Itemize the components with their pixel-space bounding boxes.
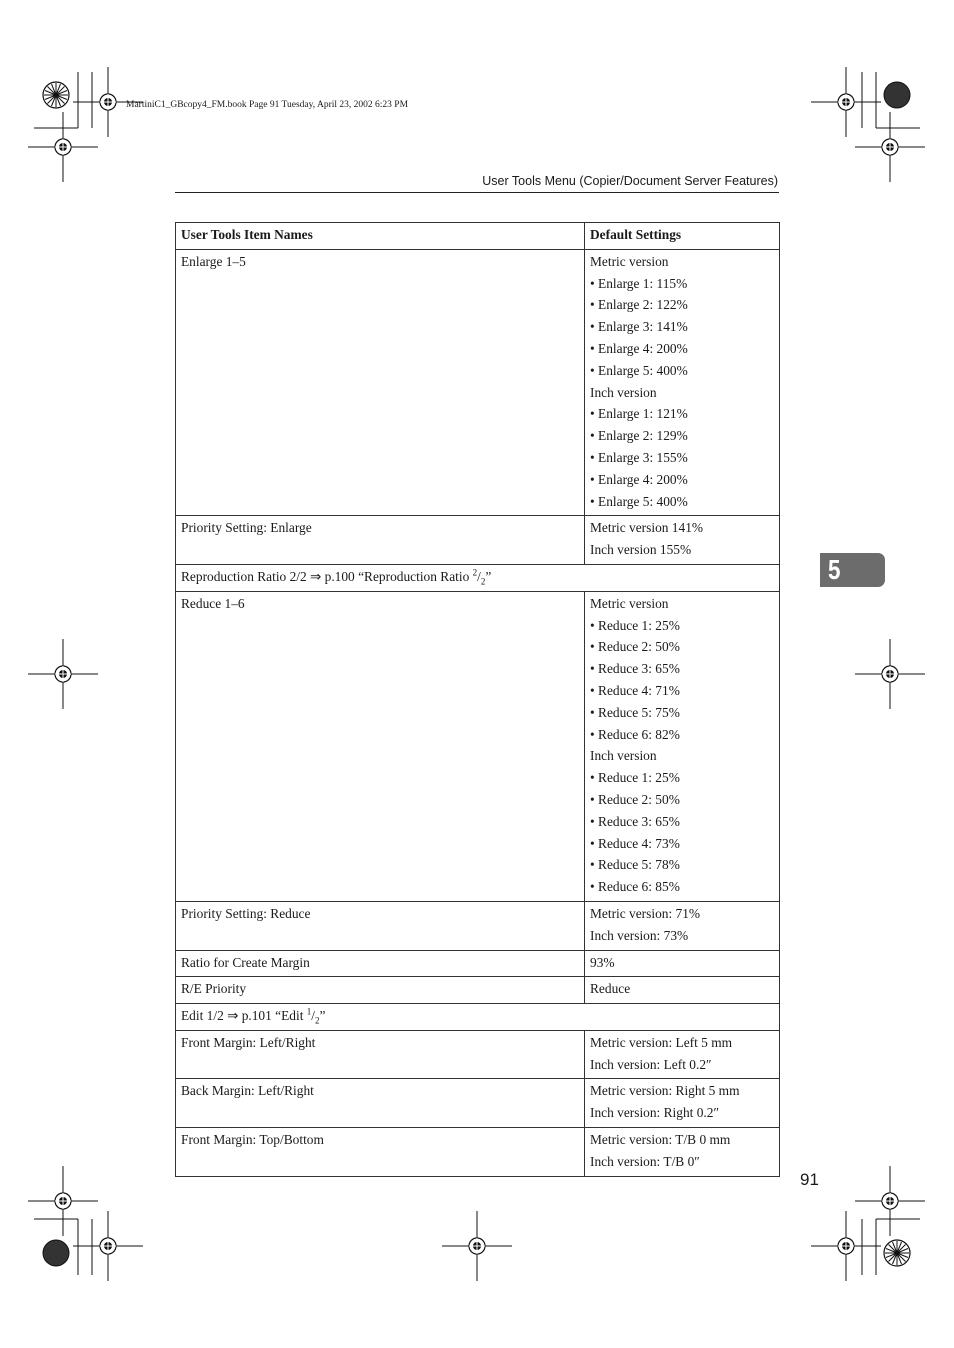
default-setting bbox=[585, 249, 780, 516]
default-setting: Reduce bbox=[585, 977, 780, 1004]
chapter-tab bbox=[820, 553, 885, 587]
setting-line: Metric version: T/B 0 mm bbox=[590, 1132, 731, 1148]
setting-line: • Enlarge 4: 200% bbox=[590, 471, 688, 487]
xref-close-quote: ” bbox=[485, 568, 492, 584]
default-setting bbox=[585, 901, 780, 950]
fraction-denominator: 2 bbox=[480, 576, 486, 587]
setting-line: • Reduce 2: 50% bbox=[590, 639, 680, 655]
setting-line: • Enlarge 1: 121% bbox=[590, 406, 688, 422]
setting-line: • Reduce 5: 78% bbox=[590, 857, 680, 873]
page-number: 91 bbox=[800, 1170, 819, 1189]
setting-line: • Reduce 6: 82% bbox=[590, 726, 680, 742]
setting-line: • Reduce 4: 73% bbox=[590, 835, 680, 851]
setting-line: • Enlarge 5: 400% bbox=[590, 362, 688, 378]
setting-line: • Reduce 1: 25% bbox=[590, 617, 680, 633]
setting-line: • Reduce 4: 71% bbox=[590, 682, 680, 698]
table-section-row bbox=[176, 1004, 780, 1031]
fraction-numerator: 1 bbox=[306, 1006, 312, 1017]
setting-line: Inch version: T/B 0″ bbox=[590, 1153, 700, 1169]
xref-close-quote: ” bbox=[319, 1008, 326, 1024]
setting-line: Inch version: Left 0.2″ bbox=[590, 1056, 712, 1072]
fraction-denominator: 2 bbox=[315, 1015, 320, 1026]
table-row bbox=[176, 1128, 780, 1177]
setting-line: Metric version: Left 5 mm bbox=[590, 1034, 733, 1050]
table-row bbox=[176, 591, 780, 901]
table-row bbox=[176, 950, 780, 977]
fraction-numerator: 2 bbox=[472, 567, 478, 578]
setting-line: • Enlarge 3: 141% bbox=[590, 319, 688, 335]
table-header-row bbox=[176, 223, 780, 250]
setting-line: Metric version: Right 5 mm bbox=[590, 1083, 740, 1099]
default-setting: 93% bbox=[585, 950, 780, 977]
table-row bbox=[176, 516, 780, 565]
item-name: Enlarge 1–5 bbox=[176, 249, 585, 516]
printer-slug-line: MartiniC1_GBcopy4_FM.book Page 91 Tuesday, April 23, 2002 6:23 PM bbox=[126, 100, 409, 110]
setting-line: • Reduce 6: 85% bbox=[590, 879, 680, 895]
table-section-row bbox=[176, 564, 780, 591]
header-default-settings: Default Settings bbox=[585, 223, 780, 250]
setting-line: • Enlarge 2: 129% bbox=[590, 428, 688, 444]
item-name: R/E Priority bbox=[176, 977, 585, 1004]
item-name: Reduce 1–6 bbox=[176, 591, 585, 901]
item-name: Ratio for Create Margin bbox=[176, 950, 585, 977]
default-setting bbox=[585, 516, 780, 565]
default-setting bbox=[585, 1128, 780, 1177]
item-name: Back Margin: Left/Right bbox=[176, 1079, 585, 1128]
fraction-slash: / bbox=[477, 568, 481, 584]
table-row bbox=[176, 901, 780, 950]
setting-line: Metric version bbox=[590, 595, 669, 611]
item-name: Priority Setting: Enlarge bbox=[176, 516, 585, 565]
xref-text: Edit 1/2 ⇒ p.101 “Edit bbox=[181, 1008, 307, 1024]
setting-line: Inch version: Right 0.2″ bbox=[590, 1105, 720, 1121]
setting-line: Inch version: 73% bbox=[590, 927, 689, 943]
default-setting bbox=[585, 591, 780, 901]
setting-line: • Enlarge 2: 122% bbox=[590, 297, 688, 313]
setting-line: Inch version 155% bbox=[590, 542, 692, 558]
cross-reference-link[interactable] bbox=[176, 564, 780, 591]
header-rule bbox=[175, 192, 779, 193]
setting-line: Metric version 141% bbox=[590, 520, 704, 536]
item-name: Priority Setting: Reduce bbox=[176, 901, 585, 950]
setting-line: Inch version bbox=[590, 748, 657, 764]
setting-line: • Reduce 5: 75% bbox=[590, 704, 680, 720]
xref-text: Reproduction Ratio 2/2 ⇒ p.100 “Reproduction Ratio bbox=[181, 568, 473, 584]
user-tools-table bbox=[175, 222, 780, 1177]
setting-line: • Reduce 2: 50% bbox=[590, 791, 680, 807]
item-name: Front Margin: Left/Right bbox=[176, 1030, 585, 1079]
setting-line: • Reduce 3: 65% bbox=[590, 813, 680, 829]
default-setting bbox=[585, 1079, 780, 1128]
fraction-slash: / bbox=[311, 1008, 316, 1024]
setting-line: • Enlarge 3: 155% bbox=[590, 449, 688, 465]
setting-line: Metric version: 71% bbox=[590, 905, 701, 921]
cross-reference-link[interactable] bbox=[176, 1004, 780, 1031]
setting-line: Inch version bbox=[590, 384, 657, 400]
running-head: User Tools Menu (Copier/Document Server Features) bbox=[482, 174, 778, 188]
item-name: Front Margin: Top/Bottom bbox=[176, 1128, 585, 1177]
setting-line: • Reduce 1: 25% bbox=[590, 770, 680, 786]
setting-line: • Enlarge 5: 400% bbox=[590, 493, 688, 509]
table-row bbox=[176, 977, 780, 1004]
setting-line: Metric version bbox=[590, 253, 669, 269]
default-setting bbox=[585, 1030, 780, 1079]
setting-line: • Enlarge 4: 200% bbox=[590, 340, 688, 356]
table-row bbox=[176, 249, 780, 516]
table-row bbox=[176, 1030, 780, 1079]
table-row bbox=[176, 1079, 780, 1128]
chapter-number: 5 bbox=[828, 554, 841, 585]
setting-line: • Enlarge 1: 115% bbox=[590, 275, 688, 291]
setting-line: • Reduce 3: 65% bbox=[590, 661, 680, 677]
header-item-names: User Tools Item Names bbox=[176, 223, 585, 250]
